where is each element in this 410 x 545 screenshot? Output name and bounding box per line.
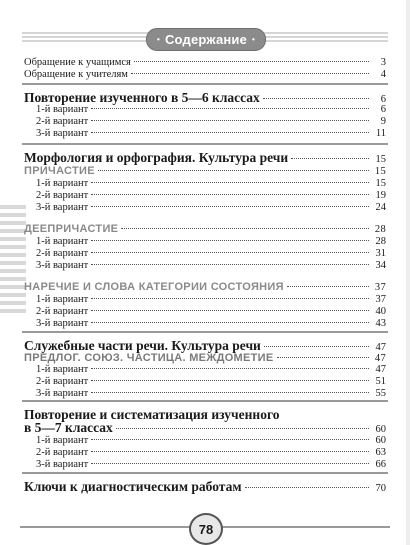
variant-page: 28 [375,236,386,247]
variant-page: 24 [375,202,386,213]
toc-section-page: 70 [375,483,386,494]
toc-section-title: Ключи к диагностическим работам [24,479,242,494]
dot-leader [91,206,369,207]
page-number: 78 [189,513,223,545]
toc-section-title: Повторение и систематизация изученного [24,407,280,422]
toc-section-title: в 5—7 классах [24,420,113,435]
dot-leader [116,428,369,429]
variant-title: 2-й вариант [36,190,89,201]
dot-leader [287,286,369,287]
variant-title: 1-й вариант [36,435,89,446]
variant-page: 63 [375,447,386,458]
variant-title: 1-й вариант [36,236,89,247]
variant-title: 2-й вариант [36,306,89,317]
variant-title: 2-й вариант [36,248,89,259]
dot-leader [245,487,369,488]
contents-title: Содержание [164,32,248,47]
toc-section-title: Морфология и орфография. Культура речи [24,150,289,165]
section-divider [22,472,388,474]
variant-page: 55 [375,388,386,399]
toc-subsection-title: ДЕЕПРИЧАСТИЕ [24,223,119,235]
variant-title: 3-й вариант [36,128,89,139]
toc-subsection-page: 28 [374,224,386,235]
variant-title: 3-й вариант [36,202,89,213]
variant-title: 2-й вариант [36,116,89,127]
dot-leader [91,463,369,464]
dot-leader [277,357,369,358]
dot-leader [91,182,369,183]
variant-page: 43 [375,318,386,329]
variant-title: 1-й вариант [36,364,89,375]
toc-section-page: 60 [375,424,386,435]
dot-leader [91,380,369,381]
dot-leader [91,252,369,253]
variant-page: 40 [375,306,386,317]
toc-section-systematization-line2[interactable] [24,420,386,436]
variant-page: 47 [375,364,386,375]
decorative-stripes-left [0,205,26,315]
variant-page: 51 [375,376,386,387]
page-footer [0,512,410,542]
toc-section-morphology[interactable] [24,150,386,166]
toc-entry-title: Обращение к учащимся [24,57,131,68]
toc-variant-3[interactable] [24,202,398,215]
dot-leader [91,368,369,369]
dot-leader [98,170,369,171]
dot-leader [91,439,369,440]
toc-section-title: Повторение изученного в 5—6 классах [24,90,260,105]
dot-leader [291,158,369,159]
toc-variant-3[interactable] [24,260,398,273]
bullet-right: • [252,35,256,44]
variant-page: 31 [375,248,386,259]
toc-subsection-title: ПРЕДЛОГ. СОЮЗ. ЧАСТИЦА. МЕЖДОМЕТИЕ [24,352,274,364]
variant-title: 1-й вариант [36,178,89,189]
toc-section-page: 6 [380,94,386,105]
variant-title: 1-й вариант [36,104,89,115]
section-divider [22,83,388,85]
toc-variant-3[interactable] [24,459,398,472]
dot-leader [91,322,369,323]
variant-page: 34 [375,260,386,271]
dot-leader [121,228,369,229]
header-pill [146,28,266,51]
dot-leader [134,61,369,62]
toc-section-page: 47 [375,342,386,353]
dot-leader [91,392,369,393]
variant-title: 3-й вариант [36,459,89,470]
contents-header [0,26,410,52]
dot-leader [91,298,369,299]
variant-title: 3-й вариант [36,260,89,271]
toc-entry-page: 3 [380,57,386,68]
toc-subsection-adverbial-participle[interactable] [24,223,386,236]
toc-entry-intro-teachers[interactable] [24,69,386,82]
variant-title: 2-й вариант [36,376,89,387]
toc-subsection-page: 37 [374,282,386,293]
variant-page: 9 [380,116,386,127]
toc-entry-title: Обращение к учителям [24,69,128,80]
toc-section-page: 15 [375,154,386,165]
variant-page: 66 [375,459,386,470]
toc-subsection-page: 15 [374,166,386,177]
decorative-edge-right [406,0,410,545]
variant-page: 11 [375,128,386,139]
variant-title: 3-й вариант [36,388,89,399]
variant-page: 37 [375,294,386,305]
variant-title: 2-й вариант [36,447,89,458]
dot-leader [91,108,369,109]
dot-leader [91,132,369,133]
bullet-left: • [156,35,160,44]
variant-page: 60 [375,435,386,446]
dot-leader [91,451,369,452]
toc-section-title: Служебные части речи. Культура речи [24,338,261,353]
toc-entry-page: 4 [380,69,386,80]
toc-variant-3[interactable] [24,318,398,331]
dot-leader [263,98,369,99]
toc-subsection-participle[interactable] [24,165,386,178]
section-divider [22,331,388,333]
toc-section-answer-keys[interactable] [24,479,386,495]
variant-page: 19 [375,190,386,201]
toc-subsection-adverb[interactable] [24,281,386,294]
variant-page: 6 [380,104,386,115]
dot-leader [264,346,369,347]
dot-leader [91,264,369,265]
toc-subsection-title: ПРИЧАСТИЕ [24,165,95,177]
dot-leader [131,73,369,74]
section-divider [22,400,388,402]
dot-leader [91,120,369,121]
section-divider [22,143,388,145]
variant-page: 15 [375,178,386,189]
toc-subsection-title: НАРЕЧИЕ И СЛОВА КАТЕГОРИИ СОСТОЯНИЯ [24,281,284,293]
toc-variant-3[interactable] [24,128,398,141]
dot-leader [91,194,369,195]
variant-title: 3-й вариант [36,318,89,329]
variant-title: 1-й вариант [36,294,89,305]
dot-leader [91,310,369,311]
dot-leader [91,240,369,241]
toc-subsection-page: 47 [374,353,386,364]
